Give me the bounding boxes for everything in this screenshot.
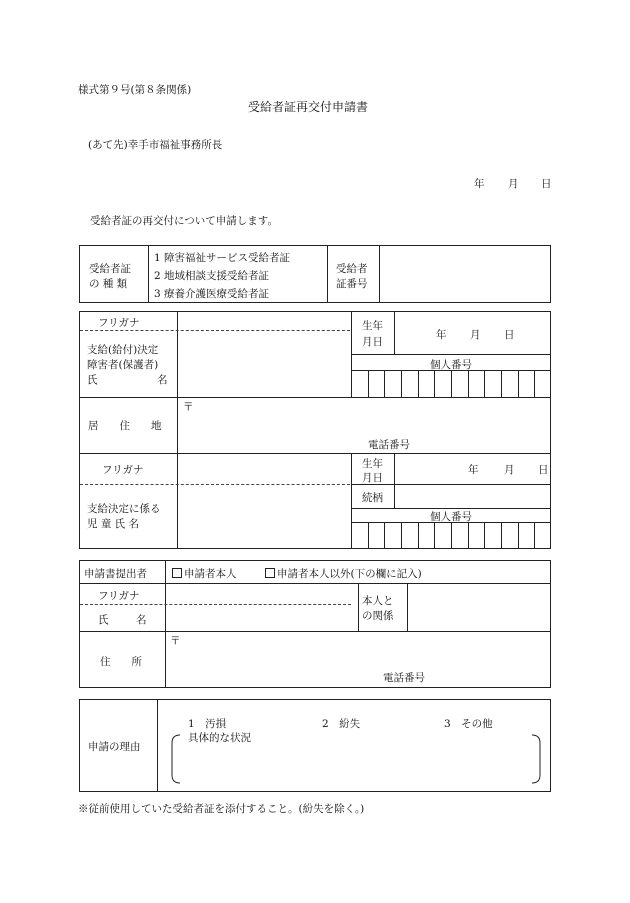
child-birth-label-1: 生年 [362,458,383,470]
recipient-birth-month: 月 [470,329,481,341]
recipient-personal-number-digit-cell[interactable] [385,371,400,396]
recipient-furigana-label: フリガナ [98,317,140,329]
recipient-name-field[interactable] [179,333,349,395]
date-month-label: 月 [508,178,519,190]
child-birth-day: 日 [538,464,549,476]
submitter-self-option[interactable] [172,566,237,581]
child-personal-number-digit-cell[interactable] [402,523,417,548]
submitter-furigana-field[interactable] [167,585,356,603]
cert-option-2[interactable]: 2 地域相談支援受給者証 [154,270,270,282]
child-personal-number-digit-cell[interactable] [385,523,400,548]
child-personal-number-digit-cell[interactable] [535,523,550,548]
reason-detail-field[interactable] [178,745,536,781]
reason-option-1[interactable]: 1 汚損 [188,718,227,730]
cert-number-label-2: 証番号 [336,278,368,290]
cert-option-3[interactable]: 3 療養介護医療受給者証 [154,288,270,300]
addressee: (あて先)幸手市福祉事務所長 [88,139,223,151]
child-name-label-1: 支給決定に係る [87,503,161,515]
reason-detail-label: 具体的な状況 [188,732,251,744]
submitter-other-label: 申請者本人以外(下の欄に記入) [277,568,422,580]
recipient-furigana-field[interactable] [179,313,349,329]
child-birth-label-2: 月日 [362,472,383,484]
recipient-personal-number-digit-cell[interactable] [469,371,484,396]
submitter-furigana-label: フリガナ [98,590,140,602]
child-personal-number-digit-cell[interactable] [369,523,384,548]
recipient-personal-number-digit-cell[interactable] [352,371,367,396]
child-personal-number-digit-cell[interactable] [485,523,500,548]
submitter-relation-label-2: の関係 [362,610,394,622]
child-personal-number-digit-cell[interactable] [452,523,467,548]
child-name-label-2: 児 童 氏 名 [87,518,140,530]
child-personal-number-label: 個人番号 [430,511,472,523]
submitter-phone-label: 電話番号 [383,672,425,684]
submitter-self-label: 申請者本人 [184,568,237,580]
recipient-name-label-2: 障害者(保護者) [87,359,159,371]
child-personal-number-digit-cell[interactable] [435,523,450,548]
child-personal-number-digit-cell[interactable] [419,523,434,548]
child-birth-month: 月 [504,464,515,476]
recipient-birth-day: 日 [504,329,515,341]
checkbox-self[interactable] [172,568,182,578]
child-birth-year: 年 [468,464,479,476]
recipient-personal-number-digit-cell[interactable] [419,371,434,396]
page-title: 受給者証再交付申請書 [248,100,369,114]
cert-type-label-2: の 種 類 [89,278,128,290]
recipient-address-label: 居 住 地 [88,420,162,432]
submitter-name-label-a: 氏 [98,614,109,626]
cert-type-label-1: 受給者証 [89,263,131,275]
footnote: ※従前使用していた受給者証を添付すること。(紛失を除く。) [78,803,365,815]
reason-label: 申請の理由 [88,741,141,753]
child-furigana-label: フリガナ [102,464,144,476]
recipient-phone-label: 電話番号 [368,439,410,451]
recipient-personal-number-digit-cell[interactable] [435,371,450,396]
submitter-relation-field[interactable] [409,585,549,629]
recipient-personal-number-digit-cell[interactable] [535,371,550,396]
reason-option-2[interactable]: 2 紛失 [322,718,361,730]
cert-number-field[interactable] [381,247,549,301]
submitter-postal-mark: 〒 [170,635,181,647]
recipient-address-field[interactable] [179,399,549,451]
reason-option-3[interactable]: 3 その他 [444,718,493,730]
submitter-address-label: 住 所 [100,656,142,668]
child-name-field[interactable] [179,487,349,547]
recipient-personal-number-label: 個人番号 [430,359,472,371]
recipient-name-label-3b: 名 [157,374,168,386]
recipient-personal-number-digit-cell[interactable] [402,371,417,396]
child-relation-field[interactable] [396,486,549,506]
submitter-name-field[interactable] [167,607,356,629]
recipient-name-label-1: 支給(給付)決定 [87,344,159,356]
recipient-personal-number-digit-cell[interactable] [452,371,467,396]
submitter-label: 申請書提出者 [84,568,147,580]
date-day-label: 日 [541,178,552,190]
submitter-name-label-b: 名 [136,614,147,626]
recipient-personal-number-digit-cell[interactable] [519,371,534,396]
recipient-postal-mark: 〒 [183,401,194,413]
form-number: 様式第９号(第８条関係) [78,84,192,96]
checkbox-other[interactable] [265,568,275,578]
child-personal-number-digit-cell[interactable] [502,523,517,548]
child-personal-number-digit-cell[interactable] [469,523,484,548]
recipient-personal-number-digit-cell[interactable] [502,371,517,396]
date-year-label: 年 [474,178,485,190]
intro-text: 受給者証の再交付について申請します。 [90,215,278,227]
submitter-relation-label-1: 本人と [362,595,394,607]
submitter-other-option[interactable] [265,566,422,581]
child-relation-label: 続柄 [362,492,383,504]
recipient-personal-number-digit-cell[interactable] [369,371,384,396]
child-personal-number-digit-cell[interactable] [519,523,534,548]
child-furigana-field[interactable] [179,455,349,483]
recipient-name-label-3a: 氏 [87,374,98,386]
recipient-birth-label-1: 生年 [362,320,383,332]
submitter-address-field[interactable] [167,633,549,686]
recipient-personal-number-digit-cell[interactable] [485,371,500,396]
cert-number-label-1: 受給者 [336,263,368,275]
recipient-birth-year: 年 [436,329,447,341]
recipient-birth-label-2: 月日 [362,336,383,348]
cert-option-1[interactable]: 1 障害福祉サービス受給者証 [154,252,291,264]
child-personal-number-digit-cell[interactable] [352,523,367,548]
